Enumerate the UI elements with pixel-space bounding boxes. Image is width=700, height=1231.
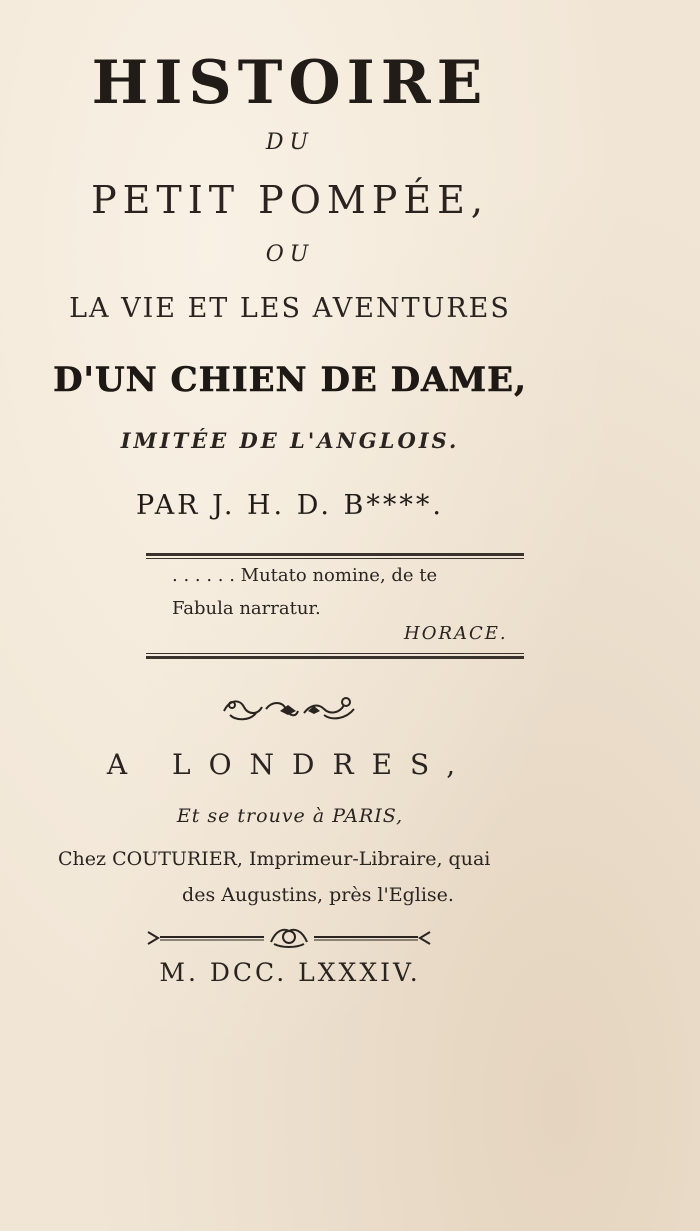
imprint-trouve: Et se trouve à PARIS, [176, 805, 404, 827]
title-petit-pompee: PETIT POMPÉE, [91, 178, 489, 222]
imprint-place: A LONDRES, [106, 748, 474, 781]
publisher-line-1: Chez COUTURIER, Imprimeur-Libraire, quai [58, 848, 491, 870]
title-chien-de-dame: D'UN CHIEN DE DAME, [53, 360, 527, 400]
imprint-date: M. DCC. LXXXIV. [159, 958, 421, 987]
epigraph-source: HORACE. [404, 623, 508, 644]
top-rule-thin [146, 558, 524, 559]
bottom-rule-thin [146, 653, 524, 654]
title-la-vie: LA VIE ET LES AVENTURES [69, 293, 511, 324]
title-ou: OU [265, 242, 315, 267]
title-du: DU [265, 130, 315, 155]
epigraph-line-2: Fabula narratur. [172, 598, 321, 619]
title-histoire: HISTOIRE [91, 48, 489, 118]
bottom-rule [146, 656, 524, 659]
epigraph-line-1: . . . . . . Mutato nomine, de te [172, 565, 438, 586]
author-line: PAR J. H. D. B****. [136, 490, 444, 521]
floral-vignette-icon [220, 693, 360, 723]
ornamental-rule-icon [146, 926, 432, 948]
publisher-line-2: des Augustins, près l'Eglise. [182, 884, 454, 906]
top-rule [146, 553, 524, 556]
title-imitee: IMITÉE DE L'ANGLOIS. [120, 428, 460, 453]
